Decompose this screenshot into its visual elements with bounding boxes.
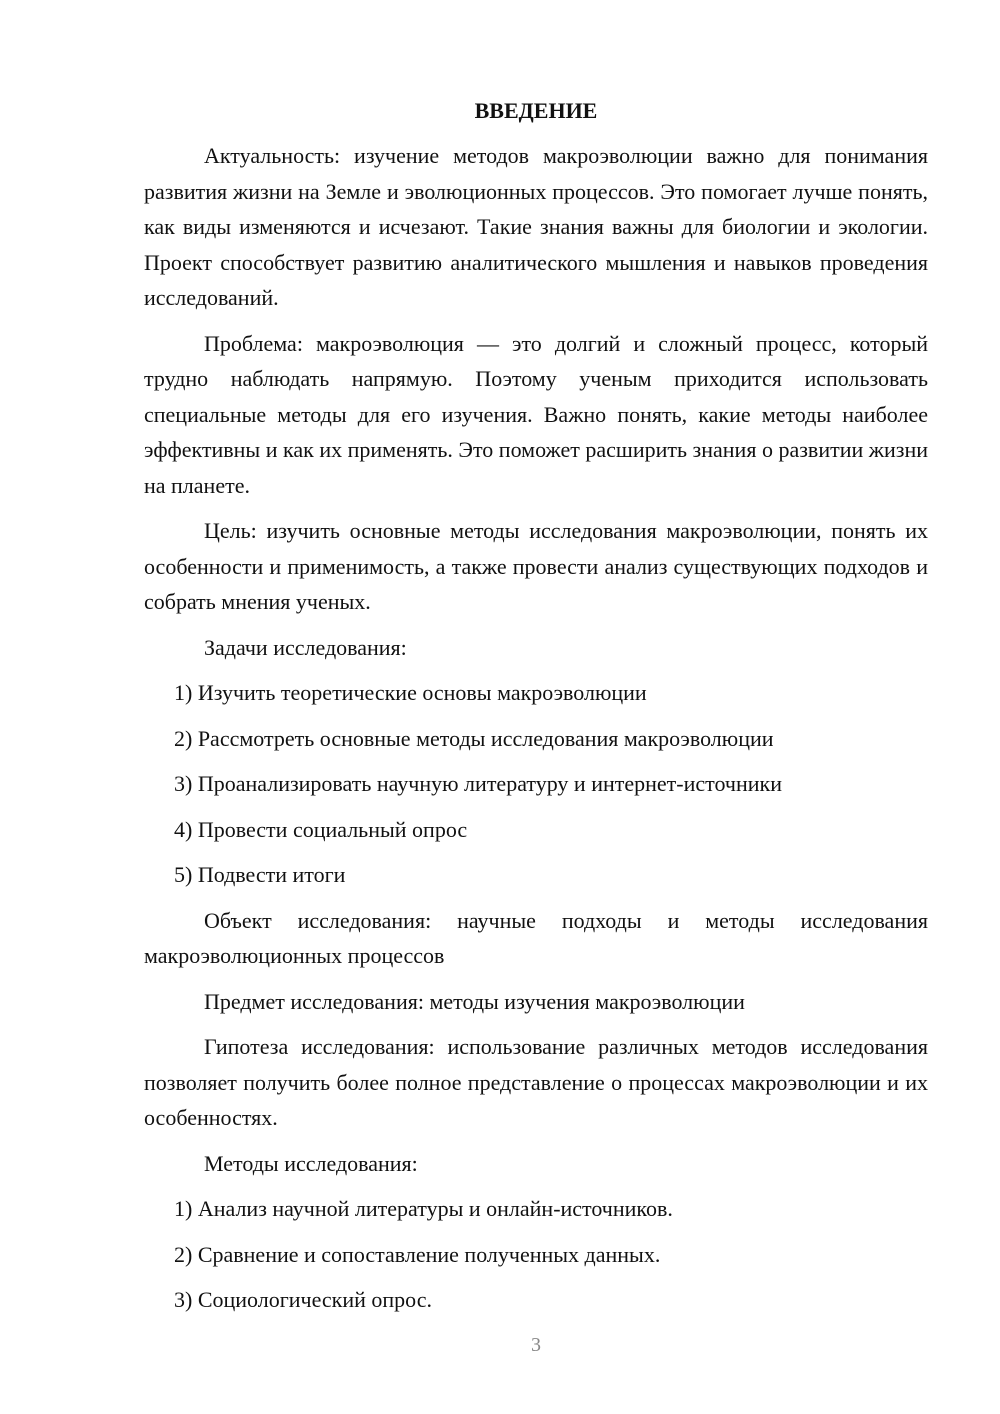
methods-list: [144, 1191, 928, 1318]
task-item: 2) Рассмотреть основные методы исследования макроэволюции: [174, 725, 774, 751]
tasks-heading: Задачи исследования:: [204, 634, 407, 660]
object-paragraph: Объект исследования: научные подходы и методы исследования макроэволюционных процессов: [144, 907, 928, 968]
subject-paragraph: Предмет исследования: методы изучения макроэволюции: [204, 988, 745, 1014]
page-number: 3: [531, 1334, 541, 1356]
goal-paragraph: Цель: изучить основные методы исследования макроэволюции, понять их особенности и применимость, а также провести анализ существующих подходов и собрать мнения ученых.: [144, 518, 928, 614]
tasks-list: [144, 675, 928, 893]
task-item: 5) Подвести итоги: [174, 862, 346, 887]
task-item: 1) Изучить теоретические основы макроэволюции: [174, 680, 647, 705]
method-item: 3) Социологический опрос.: [174, 1287, 432, 1312]
section-title: ВВЕДЕНИЕ: [474, 98, 598, 123]
task-item: 4) Провести социальный опрос: [174, 816, 468, 842]
methods-heading: Методы исследования:: [204, 1150, 418, 1176]
task-item: 3) Проанализировать научную литературу и интернет-источники: [174, 771, 782, 796]
hypothesis-paragraph: Гипотеза исследования: использование различных методов исследования позволяет получить более полное представление о процессах макроэволюции и их особенностях.: [144, 1034, 928, 1130]
method-item: 1) Анализ научной литературы и онлайн-источников.: [174, 1196, 673, 1221]
relevance-paragraph: Актуальность: изучение методов макроэволюции важно для понимания развития жизни на Земле и эволюционных процессов. Это помогает лучше понять, как виды изменяются и исчезают. Такие знания важны для биологии и экологии. Проект способствует развитию аналитического мышления и навыков проведения исследований.: [144, 143, 928, 310]
problem-paragraph: Проблема: макроэволюция — это долгий и сложный процесс, который трудно наблюдать напрямую. Поэтому ученым приходится использовать специальные методы для его изучения. Важно понять, какие методы наиболее эффективны и как их применять. Это поможет расширить знания о развитии жизни на планете.: [144, 330, 928, 498]
method-item: 2) Сравнение и сопоставление полученных данных.: [174, 1241, 661, 1267]
page-content: [144, 96, 928, 1328]
